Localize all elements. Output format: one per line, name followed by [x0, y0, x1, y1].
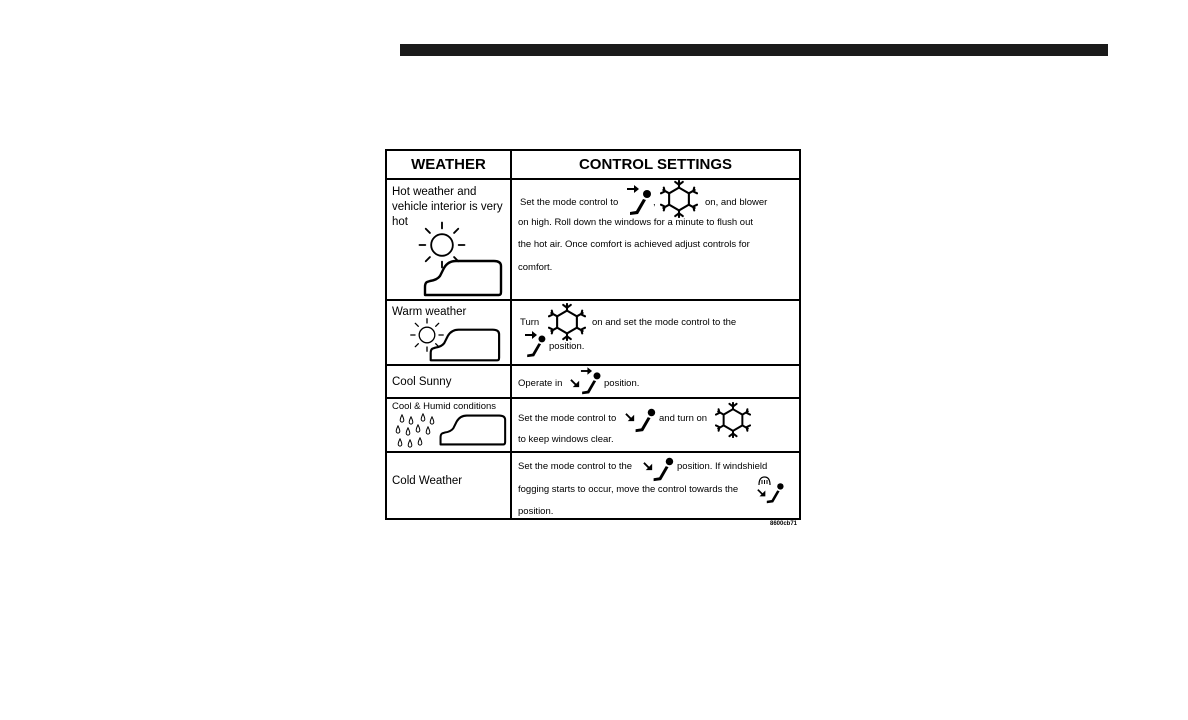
settings-text: the hot air. Once comfort is achieved adjust controls for [518, 239, 750, 250]
settings-hot [512, 180, 799, 299]
weather-label: Cold Weather [392, 475, 463, 487]
settings-warm [512, 301, 799, 364]
settings-text: Operate in [518, 378, 563, 389]
weather-hot [387, 180, 510, 299]
settings-text: fogging starts to occur, move the control towards the [518, 484, 739, 495]
settings-text: Set the mode control to the [518, 461, 633, 472]
panel-vent-icon [624, 185, 654, 217]
panel-vent-icon [522, 331, 548, 359]
header-weather: WEATHER [411, 156, 486, 173]
header-control-settings: CONTROL SETTINGS [578, 156, 733, 173]
header-bar [400, 44, 1108, 56]
settings-text: Set the mode control to [520, 197, 619, 208]
floor-icon [630, 404, 658, 434]
floor-icon [648, 453, 676, 483]
settings-cold [512, 453, 799, 520]
snowflake-icon [715, 402, 751, 438]
rain-icon [393, 412, 437, 450]
settings-text: and turn on [659, 413, 708, 424]
car-icon [423, 327, 505, 363]
settings-cool-sunny [512, 366, 799, 397]
settings-cool-humid [512, 399, 799, 451]
weather-label: Cool Sunny [392, 376, 452, 388]
snowflake-icon [548, 303, 586, 341]
weather-label: Warm weather [392, 306, 467, 318]
car-icon [437, 413, 507, 447]
weather-label: Cool & Humid conditions [392, 401, 497, 412]
car-icon [419, 258, 505, 298]
settings-text: on high. Roll down the windows for a minute to flush out [518, 217, 753, 228]
settings-text: , [653, 197, 656, 208]
weather-cool-humid [387, 399, 510, 451]
weather-cold [387, 453, 510, 520]
settings-text: position. [549, 341, 585, 352]
figure-id: 8600cb71 [770, 521, 798, 527]
settings-text: to keep windows clear. [518, 434, 614, 445]
settings-text: position. [518, 506, 554, 517]
settings-text: on and set the mode control to the [592, 317, 737, 328]
settings-text: Turn [520, 317, 540, 328]
settings-text: Set the mode control to [518, 413, 617, 424]
settings-text: on, and blower [705, 197, 768, 208]
snowflake-icon [660, 180, 698, 218]
defrost-floor-icon [762, 479, 786, 505]
weather-warm [387, 301, 510, 364]
settings-text: comfort. [518, 262, 553, 273]
climate-control-table [385, 149, 801, 520]
bi-level-icon [576, 368, 604, 396]
settings-text: position. If windshield [677, 461, 768, 472]
weather-label: Hot weather and vehicle interior is very hot [392, 186, 503, 228]
settings-text: position. [604, 378, 640, 389]
weather-cool-sunny [387, 366, 510, 397]
